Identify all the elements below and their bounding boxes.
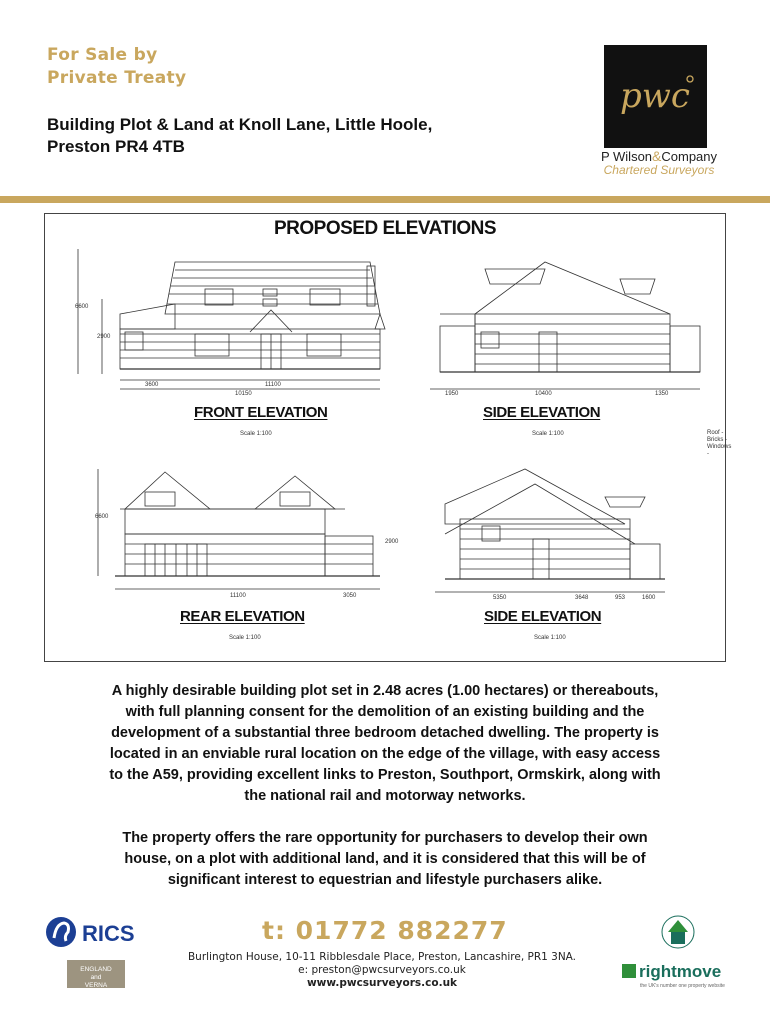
front-elevation-label: FRONT ELEVATION [194,404,328,421]
phone-number[interactable]: t: 01772 882277 [262,916,508,945]
side-elevation-2-scale: Scale 1:100 [534,635,566,641]
rear-elevation-drawing [98,469,380,589]
note-bricks: Bricks - [707,437,727,443]
england-badge [67,960,125,988]
sale-line-1: For Sale by [47,45,158,65]
rightmove-text: rightmove [639,962,722,981]
side-elevation-1-scale: Scale 1:100 [532,431,564,437]
front-elevation-scale: Scale 1:100 [240,431,272,437]
england-text-3: VERNA [84,982,108,989]
rightmove-logo [622,962,721,982]
website-link[interactable]: www.pwcsurveyors.co.uk [306,977,458,989]
note-windows: Windows - [707,444,732,457]
rear-dim-width: 11100 [230,593,246,599]
sale-status [47,44,186,90]
firm-name-part1: P Wilson [600,149,653,164]
firm-name [584,148,734,164]
firm-name-part2: Company [661,149,718,164]
front-dim-height: 6600 [75,304,89,310]
rear-elevation-scale: Scale 1:100 [229,635,261,641]
front-dim-width: 11100 [265,382,281,388]
description-paragraph-1 [40,681,730,807]
pwc-logo [604,45,707,148]
estate-agents-badge-icon [655,914,701,961]
elevations-drawing [44,213,732,662]
front-dim-left: 3600 [145,382,159,388]
materials-note [707,430,731,458]
firm-name-amp: & [652,148,662,164]
rightmove-house-icon [622,964,636,978]
side1-dim-left: 1950 [445,391,459,397]
side-elevation-1-drawing [430,262,700,389]
gold-divider [0,196,770,203]
property-title [47,114,432,158]
office-address: Burlington House, 10-11 Ribblesdale Place, Preston, Lancashire, PR1 3NA. [187,951,577,963]
firm-tagline: Chartered Surveyors [603,163,715,177]
side2-dim-3: 953 [615,595,626,601]
england-text-1: ENGLAND [80,966,112,973]
note-roof: Roof - [707,430,724,436]
rics-logo [44,914,154,955]
side-elevation-1-label: SIDE ELEVATION [483,404,601,421]
front-dim-eaves: 2900 [97,334,111,340]
logo-mark: pwc [620,76,690,116]
rightmove-tagline: the UK's number one property website [640,983,725,989]
title-line-2: Preston PR4 4TB [47,137,185,156]
side2-dim-4: 1600 [642,595,656,601]
rics-text: RICS [82,921,135,946]
para1-line: the national rail and motorway networks. [244,788,526,804]
side1-dim-middle: 10400 [535,391,552,397]
para1-line: located in an enviable rural location on the edge of the village, with easy access [109,746,661,762]
para1-line: A highly desirable building plot set in 2.48 acres (1.00 hectares) or thereabouts, [111,683,659,699]
side1-dim-right: 1350 [655,391,669,397]
england-text-2: and [90,974,102,981]
para2-line: significant interest to equestrian and lifestyle purchasers alike. [167,872,603,888]
para1-line: development of a substantial three bedroom detached dwelling. The property is [111,725,659,741]
email-link[interactable]: e: preston@pwcsurveyors.co.uk [298,964,466,976]
sale-line-2: Private Treaty [47,68,187,88]
front-dim-total: 10150 [235,391,252,397]
side2-dim-2: 3648 [575,595,589,601]
side-elevation-2-label: SIDE ELEVATION [484,608,602,625]
elevation-sketches [45,214,725,661]
para1-line: with full planning consent for the demolition of an existing building and the [125,704,645,720]
rear-dim-right: 3050 [343,593,357,599]
rear-elevation-label: REAR ELEVATION [180,608,305,625]
drawing-title: PROPOSED ELEVATIONS [273,218,497,239]
para2-line: house, on a plot with additional land, and it is considered that this will be of [124,851,646,867]
front-elevation-drawing [78,249,385,389]
para1-line: to the A59, providing excellent links to Preston, Southport, Ormskirk, along with [109,767,661,783]
rear-dim-height: 6600 [95,514,109,520]
para2-line: The property offers the rare opportunity for purchasers to develop their own [122,830,648,846]
side2-dim-1: 5350 [493,595,507,601]
side-elevation-2-drawing [435,469,665,592]
rear-dim-eaves: 2900 [385,539,399,545]
title-line-1: Building Plot & Land at Knoll Lane, Little Hoole, [47,115,433,134]
description-paragraph-2 [40,828,730,891]
